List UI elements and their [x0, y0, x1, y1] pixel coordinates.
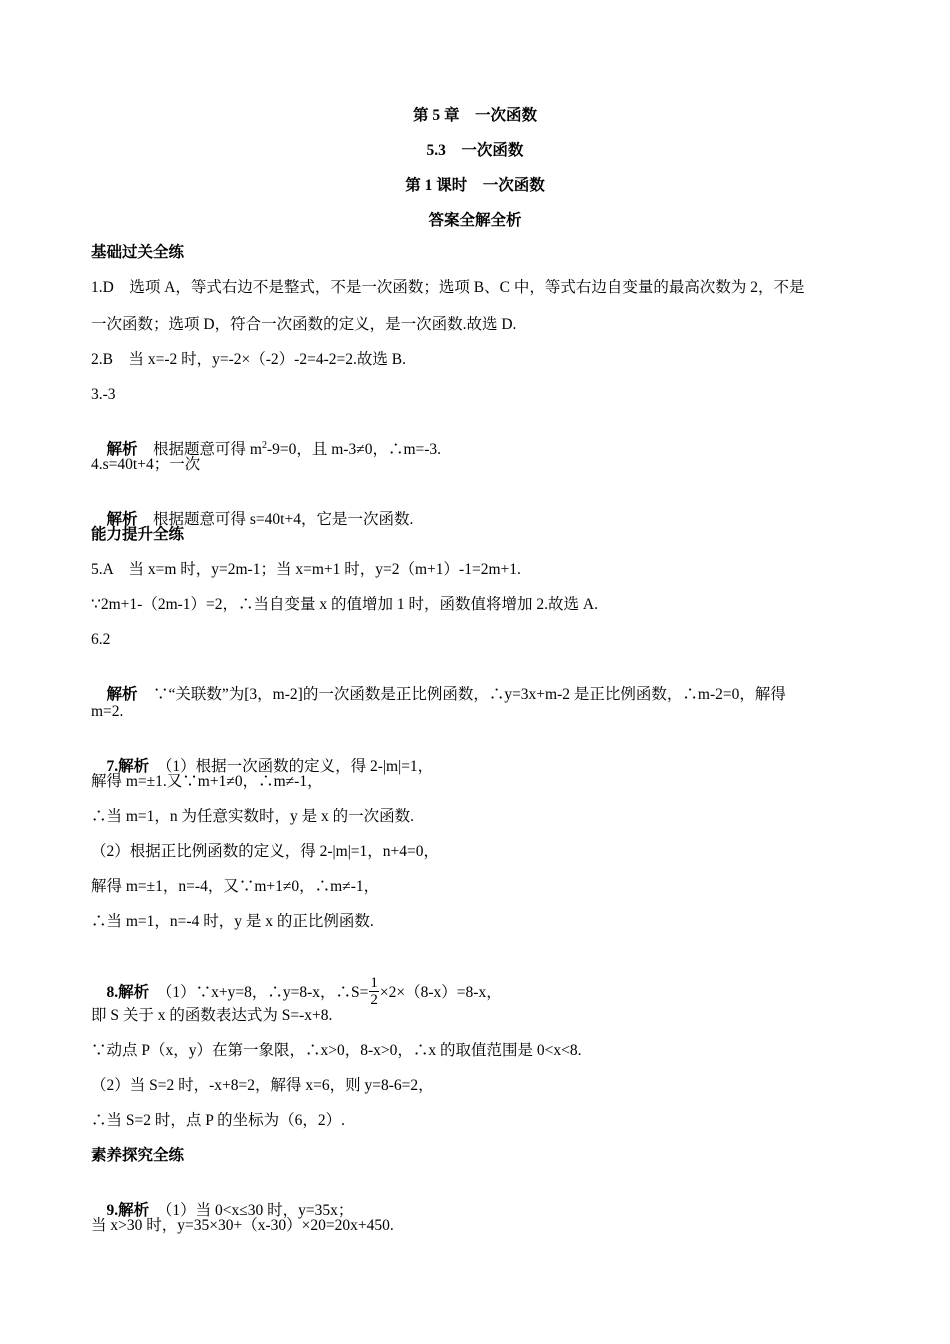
answer-8-line-5: ∴当 S=2 时，点 P 的坐标为（6，2）. — [91, 1112, 346, 1129]
answer-7-line-5: 解得 m=±1，n=-4，又∵m+1≠0，∴m≠-1， — [91, 878, 380, 895]
fraction-one-half — [369, 975, 379, 1008]
answer-1-line-2: 一次函数；选项 D，符合一次函数的定义，是一次函数.故选 D. — [91, 316, 517, 333]
answer-5-explanation: ∵2m+1-（2m-1）=2，∴当自变量 x 的值增加 1 时，函数值将增加 2.故选 A. — [91, 596, 598, 613]
analysis-text-b: -9=0，且 m-3≠0，∴m=-3. — [266, 441, 442, 458]
exponent: 2 — [261, 440, 267, 451]
analysis-text-a: 根据题意可得 m — [137, 441, 262, 458]
analysis-label: 8.解析 — [106, 984, 150, 1002]
answer-heading: 答案全解全析 — [428, 212, 522, 229]
analysis-label: 解析 — [106, 686, 138, 703]
answer-8-line-3: ∵动点 P（x，y）在第一象限，∴x>0，8-x>0，∴x 的取值范围是 0<x<8. — [91, 1042, 582, 1059]
analysis-6-continued: m=2. — [91, 703, 124, 720]
answer-7-line-2: 解得 m=±1.又∵m+1≠0，∴m≠-1， — [91, 773, 323, 790]
answer-8-line-2: 即 S 关于 x 的函数表达式为 S=-x+8. — [91, 1007, 333, 1024]
section-heading-basic: 基础过关全练 — [91, 244, 185, 261]
analysis-text: 根据题意可得 s=40t+4，它是一次函数. — [137, 511, 414, 528]
analysis-label: 9.解析 — [106, 1202, 150, 1219]
answer-3: 3.-3 — [91, 386, 116, 403]
answer-5: 5.A 当 x=m 时，y=2m-1；当 x=m+1 时，y=2（m+1）-1=2m+1. — [91, 561, 521, 578]
answer-7-line-6: ∴当 m=1，n=-4 时，y 是 x 的正比例函数. — [91, 913, 374, 930]
analysis-text-b: ×2×（8-x）=8-x， — [379, 984, 502, 1002]
chapter-title: 第 5 章 一次函数 — [412, 107, 537, 124]
fraction-numerator: 1 — [370, 975, 378, 991]
analysis-text: （1）当 0<x≤30 时，y=35x； — [149, 1202, 354, 1219]
answer-1-line-1: 1.D 选项 A，等式右边不是整式，不是一次函数；选项 B、C 中，等式右边自变量的最高次数为 2，不是 — [91, 279, 805, 296]
answer-9-line-2: 当 x>30 时，y=35×30+（x-30）×20=20x+450. — [91, 1217, 394, 1234]
answer-4: 4.s=40t+4；一次 — [91, 456, 201, 473]
fraction-denominator: 2 — [370, 992, 378, 1008]
answer-8-line-4: （2）当 S=2 时，-x+8=2，解得 x=6，则 y=8-6=2， — [91, 1077, 434, 1094]
answer-2: 2.B 当 x=-2 时，y=-2×（-2）-2=4-2=2.故选 B. — [91, 351, 406, 368]
answer-7-line-3: ∴当 m=1，n 为任意实数时，y 是 x 的一次函数. — [91, 808, 415, 825]
lesson-title: 第 1 课时 一次函数 — [405, 177, 545, 194]
analysis-label: 解析 — [106, 441, 138, 458]
analysis-6 — [91, 665, 786, 725]
analysis-text-a: （1）∵x+y=8，∴y=8-x，∴S= — [149, 984, 369, 1002]
analysis-text: （1）根据一次函数的定义，得 2-|m|=1， — [149, 758, 434, 775]
answer-6: 6.2 — [91, 631, 111, 648]
answer-7-line-4: （2）根据正比例函数的定义，得 2-|m|=1，n+4=0， — [91, 843, 440, 860]
section-heading-literacy: 素养探究全练 — [91, 1147, 185, 1164]
analysis-label: 7.解析 — [106, 758, 150, 775]
analysis-text: ∵“关联数”为[3，m-2]的一次函数是正比例函数，∴y=3x+m-2 是正比例函数，∴m-2=0，解得 — [137, 686, 786, 703]
analysis-label: 解析 — [106, 511, 138, 528]
section-title: 5.3 一次函数 — [426, 142, 524, 159]
section-heading-ability: 能力提升全练 — [91, 526, 185, 543]
